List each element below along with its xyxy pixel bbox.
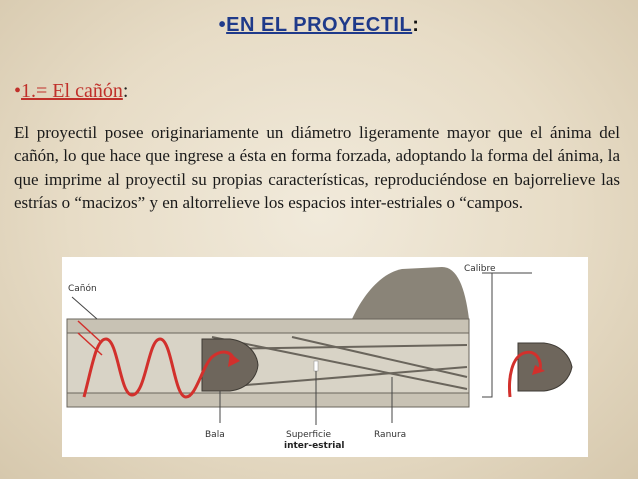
title-text[interactable]: EN EL PROYECTIL xyxy=(226,14,413,36)
slide-title xyxy=(0,14,638,37)
calibre-bracket xyxy=(482,273,492,397)
barrel-outer-bottom xyxy=(67,393,469,407)
label-calibre: Calibre xyxy=(464,264,496,274)
barrel-mound xyxy=(352,267,469,319)
label-ranura: Ranura xyxy=(374,430,407,440)
barrel-diagram xyxy=(62,257,588,457)
subheading-colon: : xyxy=(122,80,129,102)
body-paragraph: El proyectil posee originariamente un diámetro ligeramente mayor que el ánima del cañón, lo que hace que ingrese a ésta en forma forzada, adoptando la forma del ánima, la que imprime al proyectil su propias características, reproduciéndose en bajorrelieve las estrías o “macizos” y en altorrelieve los espacios inter-estriales o “campos. xyxy=(14,123,620,213)
barrel-diagram-svg xyxy=(62,257,588,457)
surface-marker xyxy=(314,361,318,371)
subheading xyxy=(14,80,128,103)
label-bala: Bala xyxy=(205,430,225,440)
subheading-bullet: • xyxy=(14,80,22,102)
barrel-outer-top xyxy=(67,319,469,333)
subheading-link[interactable]: 1.= El cañón xyxy=(21,80,123,102)
title-colon: : xyxy=(412,14,420,36)
title-bullet: • xyxy=(218,14,227,36)
label-inter-estrial: inter-estrial xyxy=(284,441,345,451)
bullet-outside xyxy=(518,343,572,391)
label-canon: Cañón xyxy=(68,284,97,294)
label-superficie: Superficie xyxy=(286,430,332,440)
